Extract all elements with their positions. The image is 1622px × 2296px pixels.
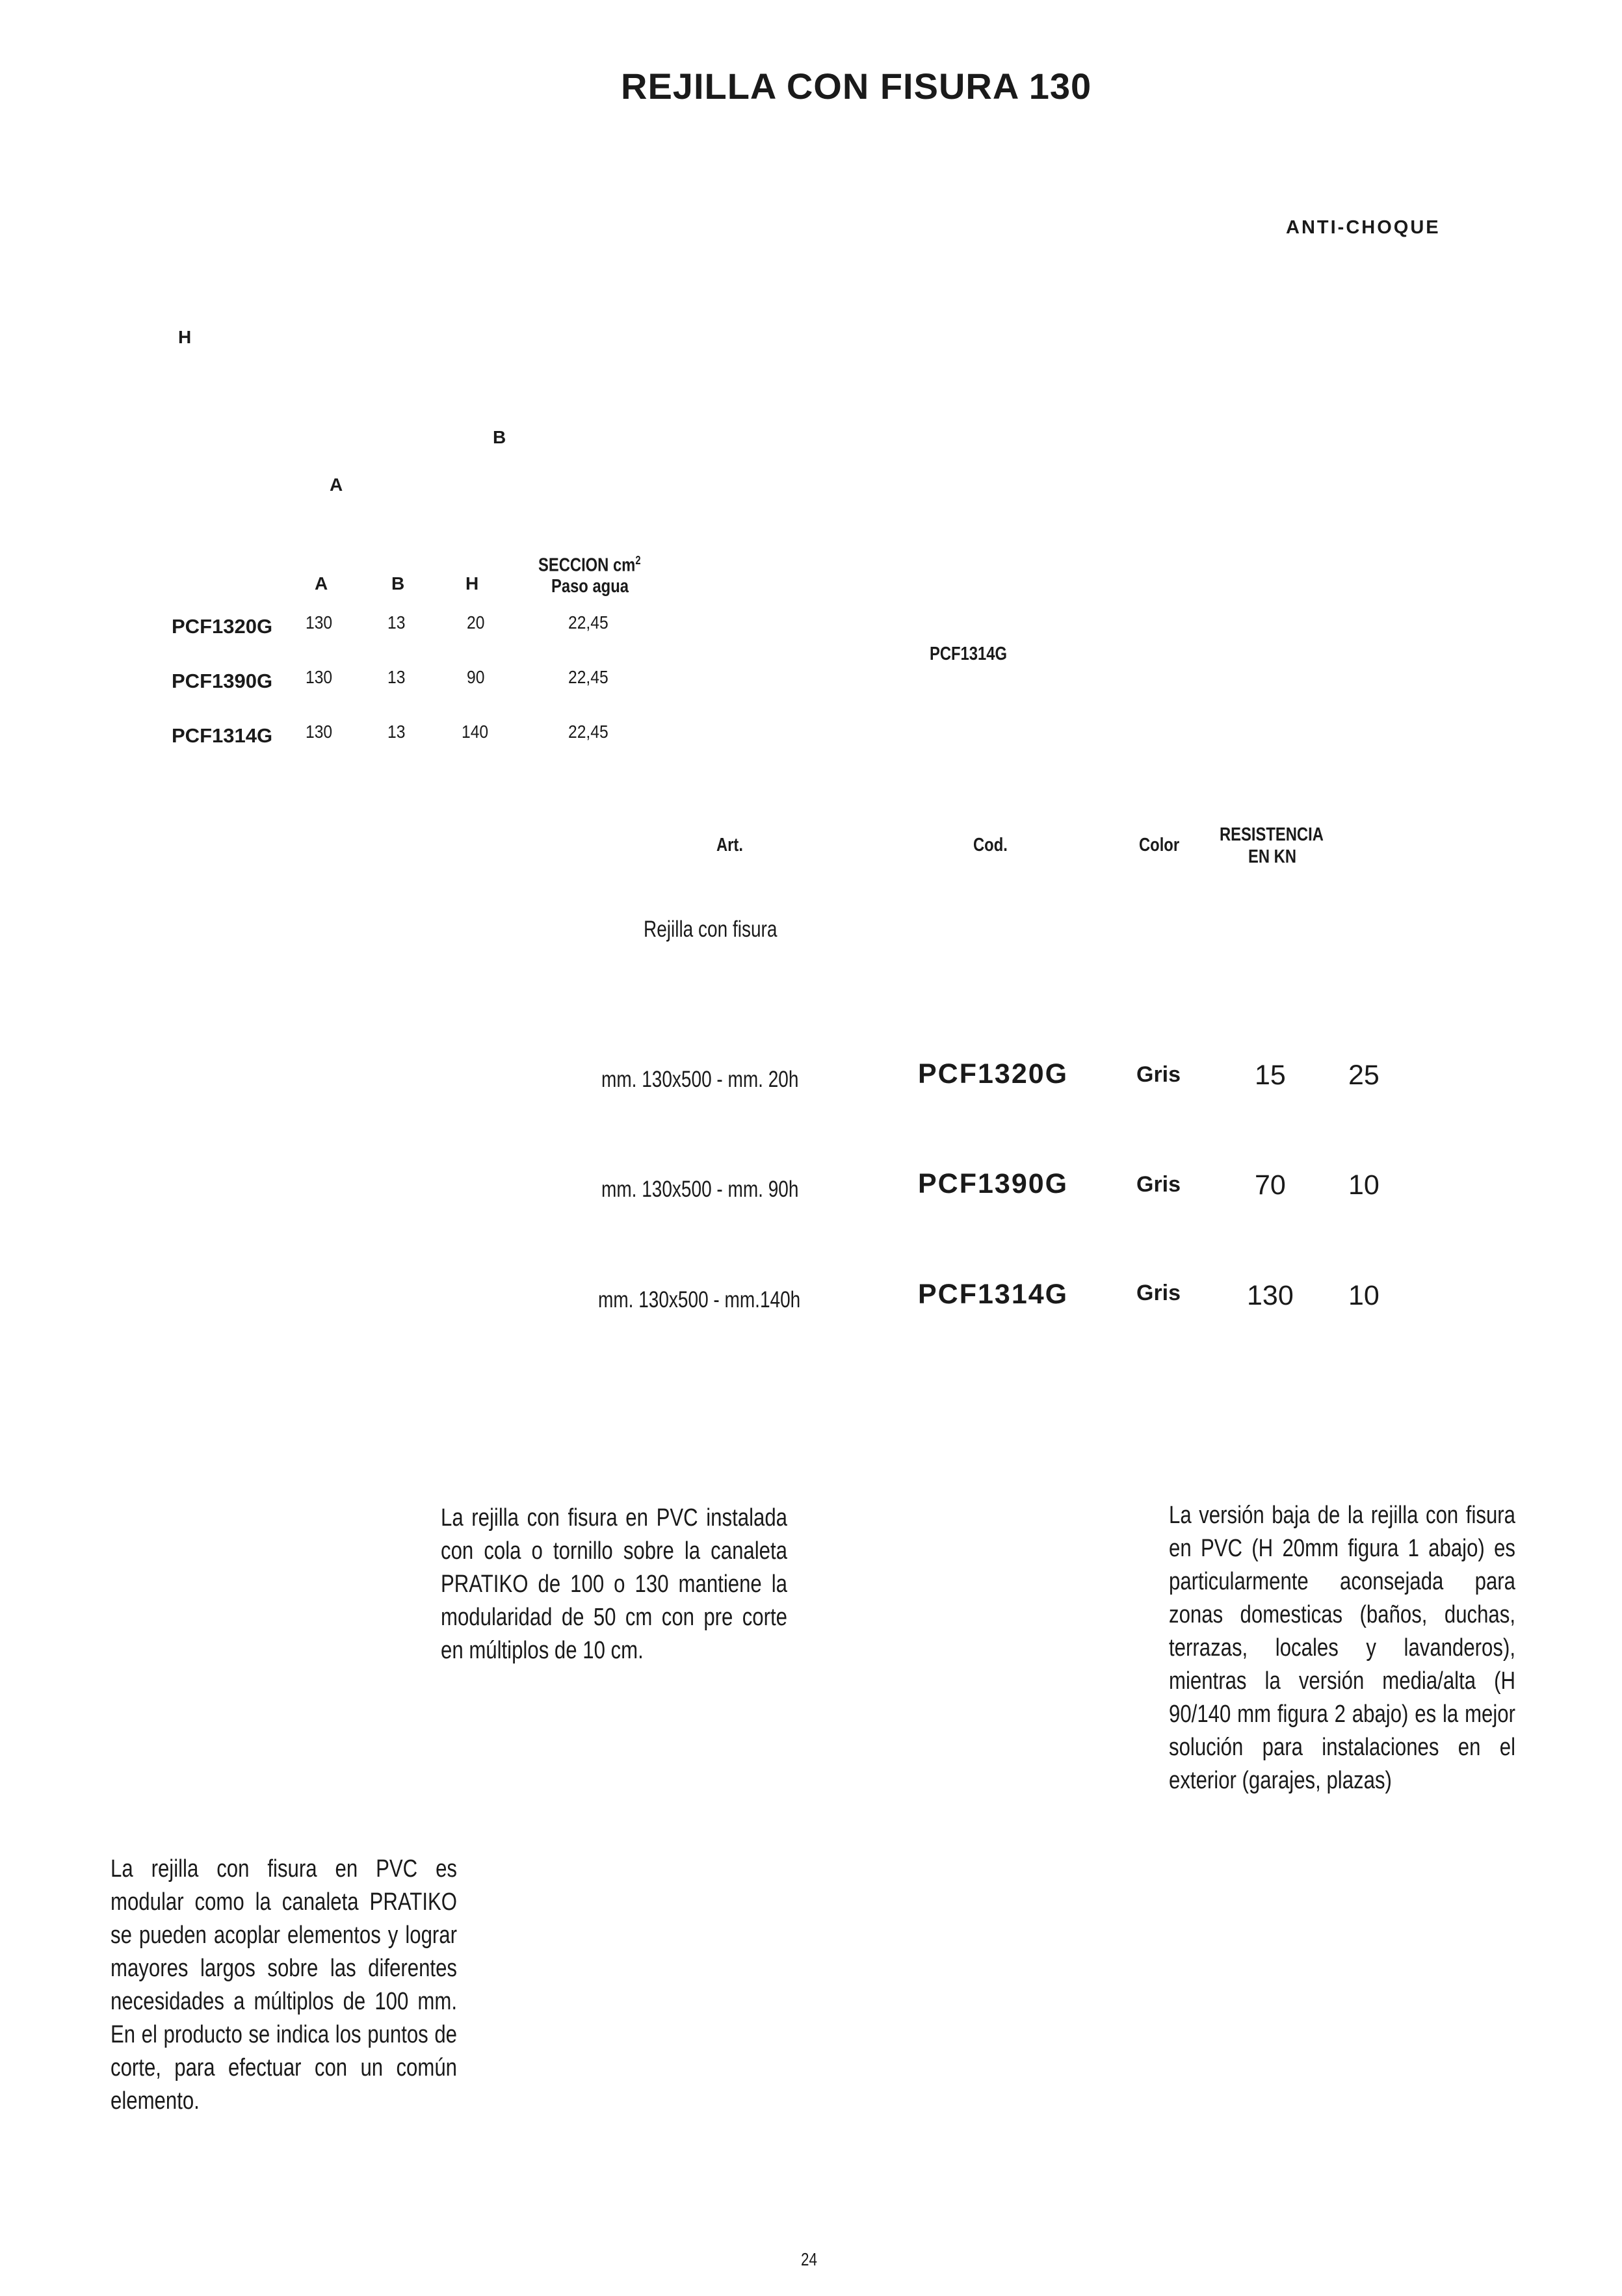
product-resistencia: 15 bbox=[1255, 1060, 1286, 1091]
paragraph-modular bbox=[111, 1853, 462, 2118]
article-name: Rejilla con fisura bbox=[644, 917, 778, 942]
paragraph-modular-text: La rejilla con fisura en PVC es modular como la canaleta PRATIKO se pueden acoplar elementos y lograr mayores largos sobre las diferentes necesidades a múltiplos de 100 mm. En el producto se indica los puntos de corte, para efectuar con un común elemento. bbox=[111, 1855, 457, 2115]
page-title: REJILLA CON FISURA 130 bbox=[621, 66, 1092, 107]
paragraph-versions bbox=[1169, 1499, 1520, 1797]
product-code: PCF1314G bbox=[918, 1279, 1069, 1310]
col-header-art: Art. bbox=[716, 835, 743, 855]
col-header-en-kn: EN KN bbox=[1248, 846, 1296, 867]
anti-choque-tag: ANTI-CHOQUE bbox=[1286, 217, 1441, 238]
dim-row-code: PCF1390G bbox=[172, 670, 273, 692]
dim-row-h: 90 bbox=[467, 667, 485, 687]
dim-row-b: 13 bbox=[387, 612, 406, 633]
seccion-header-sup: 2 bbox=[635, 554, 641, 567]
dim-row-a: 130 bbox=[306, 612, 333, 633]
dim-row-h: 140 bbox=[462, 722, 489, 742]
paragraph-versions-text: La versión baja de la rejilla con fisura en PVC (H 20mm figura 1 abajo) es particularmente aconsejada para zonas domesticas (baños, duchas, terrazas, locales y lavanderos), mientras la versión media/alta (H 90/140 mm figura 2 abajo) es la mejor solución para instalaciones en el exterior (garajes, plazas) bbox=[1169, 1502, 1515, 1794]
col-header-color: Color bbox=[1139, 835, 1180, 855]
product-description: mm. 130x500 - mm. 20h bbox=[601, 1067, 799, 1092]
dim-row-h: 20 bbox=[467, 612, 485, 633]
dim-header-b: B bbox=[391, 573, 405, 594]
dim-header-h: H bbox=[465, 573, 479, 594]
diagram-label-a: A bbox=[330, 475, 343, 495]
page-number: 24 bbox=[801, 2249, 817, 2269]
dim-row-b: 13 bbox=[387, 667, 406, 687]
diagram-label-b: B bbox=[493, 427, 506, 447]
product-color: Gris bbox=[1136, 1062, 1181, 1087]
product-qty: 10 bbox=[1348, 1280, 1380, 1311]
dim-header-a: A bbox=[315, 573, 328, 594]
col-header-cod: Cod. bbox=[973, 835, 1008, 855]
product-code: PCF1390G bbox=[918, 1168, 1069, 1199]
dim-row-code: PCF1320G bbox=[172, 615, 273, 638]
product-description: mm. 130x500 - mm.140h bbox=[598, 1287, 801, 1312]
dim-row-code: PCF1314G bbox=[172, 724, 273, 747]
product-resistencia: 70 bbox=[1255, 1169, 1286, 1201]
dim-row-seccion: 22,45 bbox=[568, 612, 608, 633]
product-code: PCF1320G bbox=[918, 1058, 1069, 1089]
dim-row-seccion: 22,45 bbox=[568, 667, 608, 687]
dim-row-seccion: 22,45 bbox=[568, 722, 608, 742]
product-description: mm. 130x500 - mm. 90h bbox=[601, 1177, 799, 1202]
product-qty: 25 bbox=[1348, 1060, 1380, 1091]
product-resistencia: 130 bbox=[1247, 1280, 1294, 1311]
seccion-header-label: SECCION cm bbox=[538, 554, 636, 576]
seccion-header bbox=[538, 554, 641, 577]
paragraph-install bbox=[441, 1502, 792, 1667]
product-color: Gris bbox=[1136, 1172, 1181, 1197]
product-color: Gris bbox=[1136, 1281, 1181, 1305]
paso-agua-header: Paso agua bbox=[551, 576, 629, 597]
dim-row-b: 13 bbox=[387, 722, 406, 742]
dim-row-a: 130 bbox=[306, 722, 333, 742]
detail-diagram-code: PCF1314G bbox=[930, 644, 1007, 664]
product-qty: 10 bbox=[1348, 1169, 1380, 1201]
col-header-resistencia: RESISTENCIA bbox=[1220, 824, 1324, 845]
diagram-label-h: H bbox=[178, 327, 192, 347]
dim-row-a: 130 bbox=[306, 667, 333, 687]
paragraph-install-text: La rejilla con fisura en PVC instalada con cola o tornillo sobre la canaleta PRATIKO de 100 o 130 mantiene la modularidad de 50 cm con pre corte en múltiplos de 10 cm. bbox=[441, 1504, 787, 1664]
